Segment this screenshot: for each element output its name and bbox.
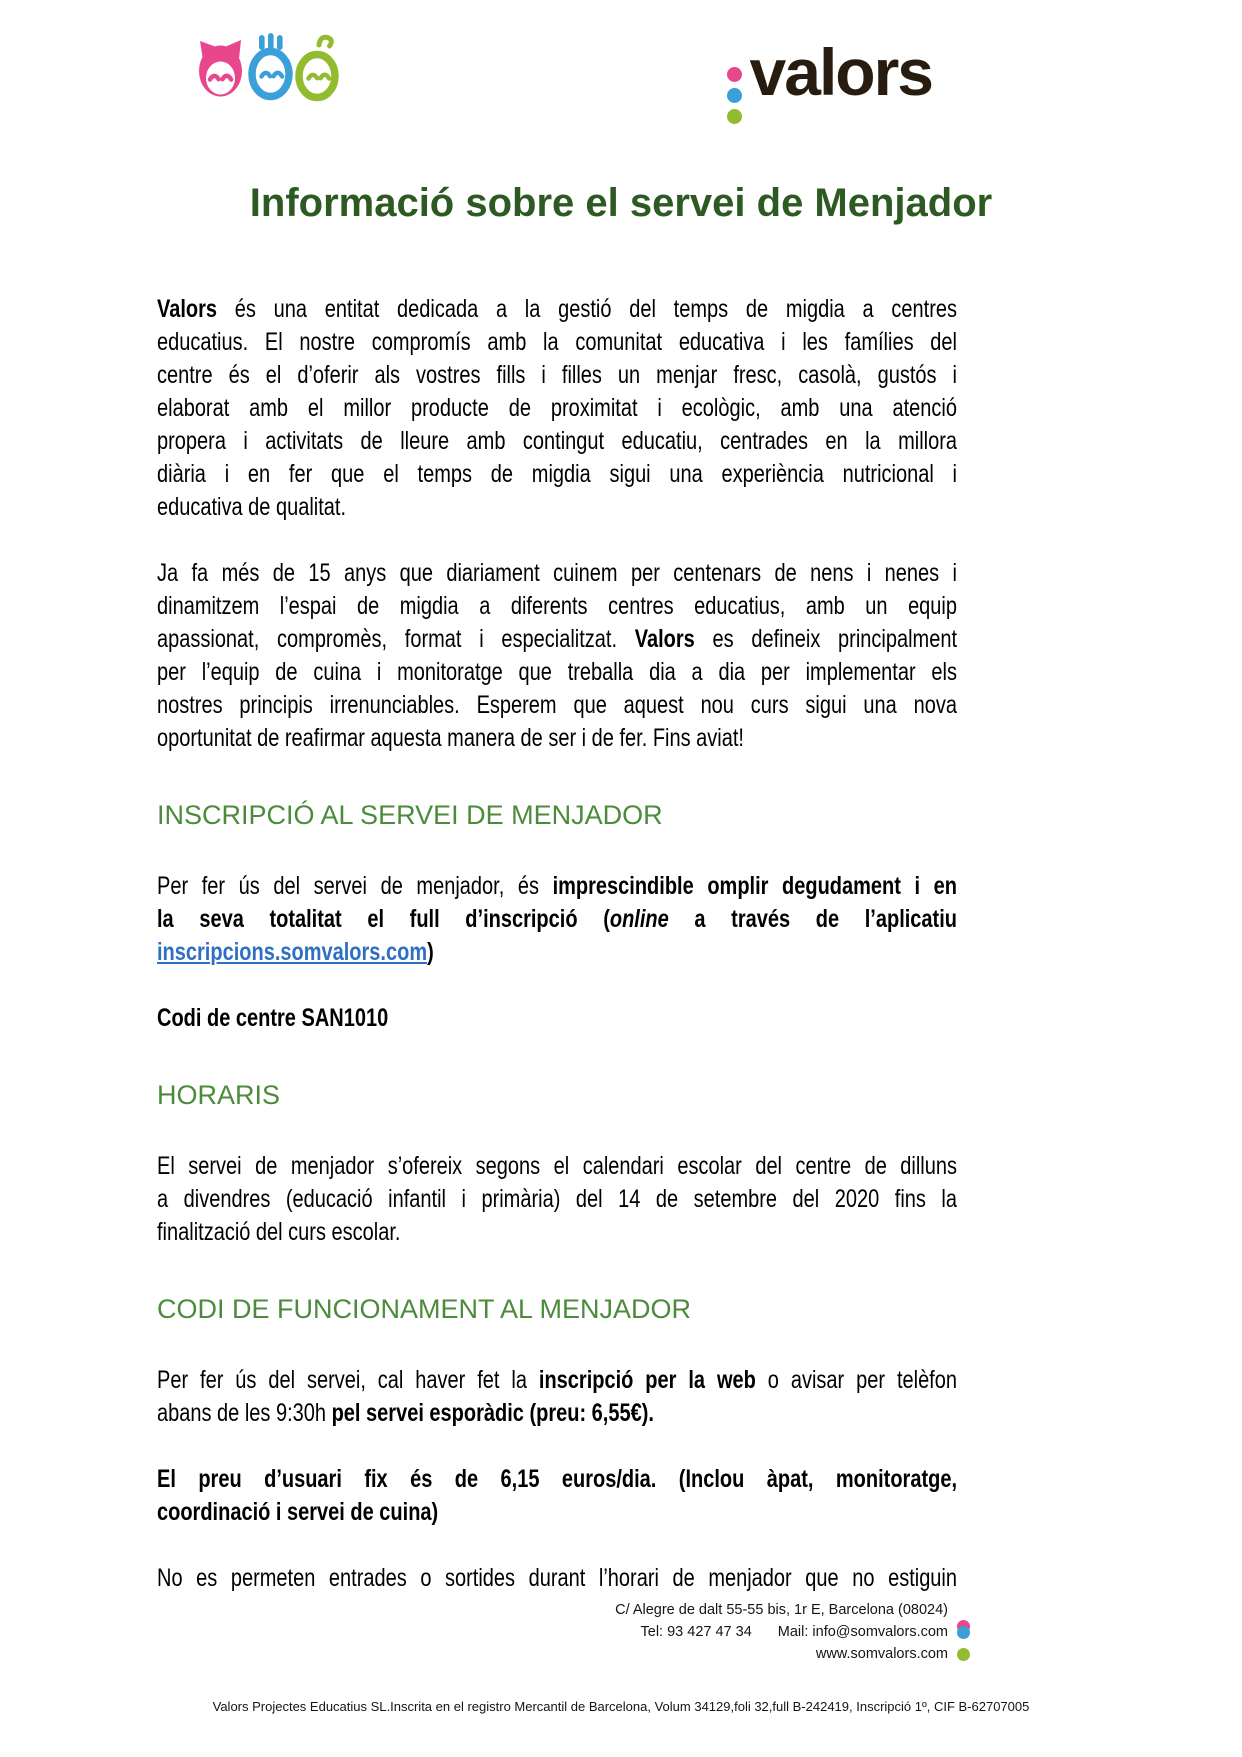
brand-dot-pink-icon — [727, 67, 742, 82]
text-line: elaborat amb el millor producte de proximitat i ecològic, amb una atenció — [157, 394, 957, 422]
text-line: coordinació i servei de cuina) — [157, 1498, 439, 1526]
text-line: Codi de centre SAN1010 — [157, 1004, 389, 1032]
phone-mail-line — [615, 1621, 970, 1643]
section-heading: HORARIS — [157, 1080, 281, 1110]
contact-dot-icon — [957, 1626, 970, 1639]
text-line: a divendres (educació infantil i primària) del 14 de setembre del 2020 fins la — [157, 1185, 957, 1213]
text-line: finalització del curs escolar. — [157, 1218, 401, 1246]
body-paragraph — [157, 1150, 957, 1249]
website-text: www.somvalors.com — [815, 1646, 948, 1662]
phone-text: Tel: 93 427 47 34 — [640, 1624, 752, 1640]
text-line: oportunitat de reafirmar aquesta manera de ser i de fer. Fins aviat! — [157, 724, 744, 752]
text-line: El servei de menjador s’ofereix segons el calendari escolar del centre de dilluns — [157, 1152, 957, 1180]
text-line: la seva totalitat el full d’inscripció (online a través de l’aplicatiu — [157, 905, 957, 933]
valors-brand-logo — [727, 20, 932, 124]
text-line: dinamitzem l’espai de migdia a diferents centres educatius, amb un equip — [157, 592, 957, 620]
body-paragraph — [157, 1002, 957, 1035]
text-line: Ja fa més de 15 anys que diariament cuinem per centenars de nens i nenes i — [157, 559, 957, 587]
text-line: Per fer ús del servei, cal haver fet la inscripció per la web o avisar per telèfon — [157, 1366, 957, 1394]
brand-dots-icon — [727, 34, 742, 124]
text-line: per l’equip de cuina i monitoratge que treballa dia a dia per implementar els — [157, 658, 957, 686]
website-dot-icon — [957, 1648, 970, 1661]
brand-dot-green-icon — [727, 109, 742, 124]
address-text: C/ Alegre de dalt 55-55 bis, 1r E, Barcelona (08024) — [615, 1602, 948, 1618]
brand-wordmark: valors — [749, 35, 932, 109]
text-line: apassionat, compromès, format i especialitzat. Valors es defineix principalment — [157, 625, 957, 653]
section-heading: CODI DE FUNCIONAMENT AL MENJADOR — [157, 1294, 692, 1324]
page-title: Informació sobre el servei de Menjador — [249, 181, 993, 225]
inscriptions-link[interactable]: inscripcions.somvalors.com — [157, 938, 428, 966]
body-paragraph — [157, 1364, 957, 1430]
text-line: Per fer ús del servei de menjador, és imprescindible omplir degudament i en — [157, 872, 958, 900]
text-line: nostres principis irrenunciables. Esperem que aquest nou curs sigui una nova — [157, 691, 957, 719]
body-paragraph — [157, 1463, 957, 1529]
text-line: Valors és una entitat dedicada a la gestió del temps de migdia a centres — [157, 295, 958, 323]
website-line — [615, 1643, 970, 1665]
body-paragraph — [157, 557, 957, 755]
mail-text: Mail: info@somvalors.com — [777, 1624, 948, 1640]
body-paragraph — [157, 870, 957, 969]
text-line: educativa de qualitat. — [157, 493, 347, 521]
contact-footer — [615, 1599, 970, 1665]
brand-dot-blue-icon — [727, 88, 742, 103]
text-line: educatius. El nostre compromís amb la comunitat educativa i les famílies del — [157, 328, 957, 356]
text-line: propera i activitats de lleure amb contingut educatiu, centrades en la millora — [157, 427, 957, 455]
legal-text: Valors Projectes Educatius SL.Inscrita en el registro Mercantil de Barcelona, Volum 34129,foli 32,full B-242419, Inscripció 1º, CIF B-62707005 — [212, 1699, 1030, 1714]
kids-faces-logo-icon — [195, 32, 343, 102]
text-line: No es permeten entrades o sortides durant l’horari de menjador que no estiguin — [157, 1564, 957, 1592]
body-paragraph — [157, 1562, 957, 1595]
text-line: diària i en fer que el temps de migdia sigui una experiència nutricional i — [157, 460, 957, 488]
text-line: centre és el d’oferir als vostres fills i filles un menjar fresc, casolà, gustós i — [157, 361, 957, 389]
page-header — [0, 0, 1242, 110]
address-line — [615, 1599, 970, 1621]
text-line: El preu d’usuari fix és de 6,15 euros/dia. (Inclou àpat, monitoratge, — [157, 1465, 957, 1493]
document-body — [157, 293, 1157, 1595]
body-paragraph — [157, 293, 957, 524]
section-heading: INSCRIPCIÓ AL SERVEI DE MENJADOR — [157, 800, 663, 830]
text-line: inscripcions.somvalors.com) — [157, 938, 434, 966]
text-line: abans de les 9:30h pel servei esporàdic (preu: 6,55€). — [157, 1399, 654, 1427]
